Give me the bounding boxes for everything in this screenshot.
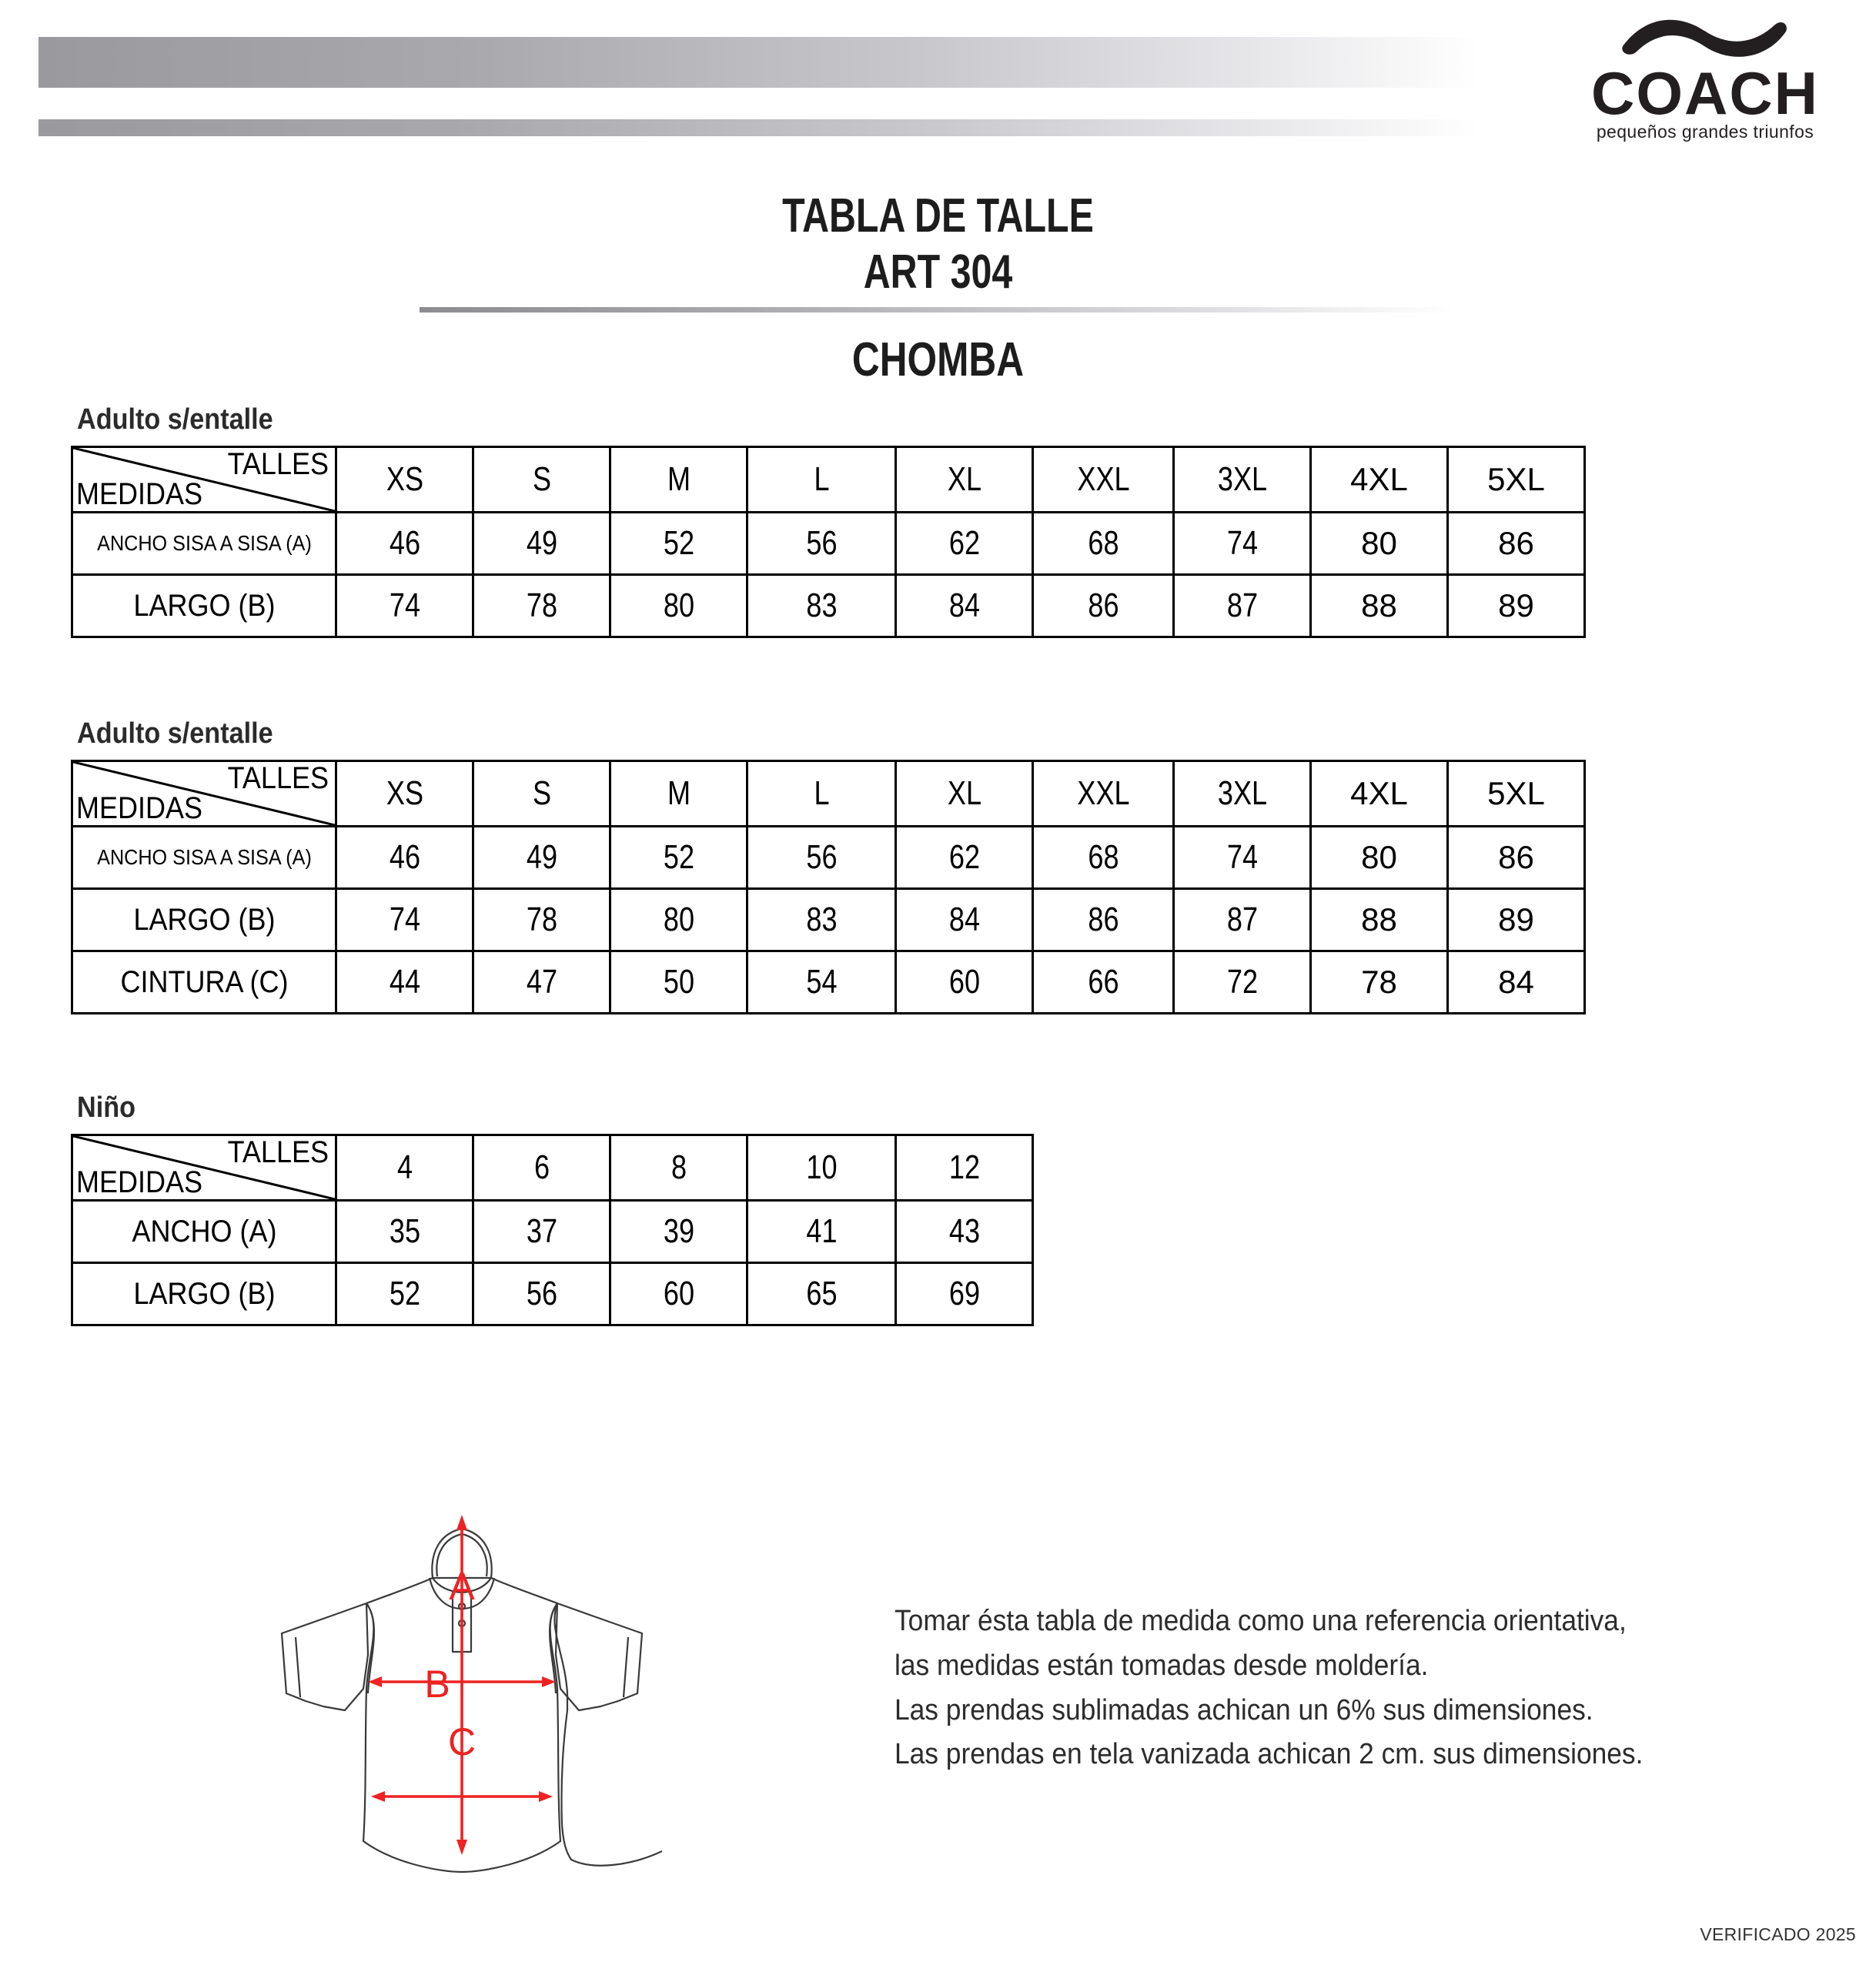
cell-value: 86 xyxy=(1448,827,1585,889)
cell-value: 89 xyxy=(1448,889,1585,951)
table-header-row xyxy=(72,1135,1033,1201)
note-line: las medidas están tomadas desde moldería. xyxy=(895,1649,1429,1682)
corner-label-medidas: MEDIDAS xyxy=(76,1165,203,1199)
cell-value: 47 xyxy=(486,951,598,1014)
cell-value: 80 xyxy=(1311,513,1448,575)
section-adulto-1 xyxy=(71,403,1586,638)
size-header-l: L xyxy=(761,447,882,513)
table-header-row xyxy=(72,447,1585,513)
cell-value: 49 xyxy=(486,513,598,575)
row-label-largo: LARGO (B) xyxy=(85,1263,323,1325)
size-header-3xl: 3XL xyxy=(1186,447,1299,513)
section-nino xyxy=(71,1091,1034,1326)
cell-value: 52 xyxy=(349,1263,461,1325)
table-header-row xyxy=(72,761,1585,827)
size-header-4: 4 xyxy=(349,1135,461,1201)
size-header-10: 10 xyxy=(761,1135,882,1201)
corner-label-medidas: MEDIDAS xyxy=(76,791,203,825)
polo-shirt-outline-icon xyxy=(231,1462,693,1924)
cell-value: 80 xyxy=(623,575,735,637)
size-header-4xl: 4XL xyxy=(1311,761,1448,827)
size-header-s: S xyxy=(486,447,598,513)
row-label-ancho-sisa: ANCHO SISA A SISA (A) xyxy=(85,513,323,575)
title-divider xyxy=(420,307,1455,313)
cell-value: 80 xyxy=(1311,827,1448,889)
size-header-l: L xyxy=(761,761,882,827)
garment-title: CHOMBA xyxy=(851,333,1025,386)
corner-label-talles: TALLES xyxy=(227,1135,329,1169)
cell-value: 83 xyxy=(761,889,882,951)
cell-value: 72 xyxy=(1186,951,1299,1014)
size-header-6: 6 xyxy=(486,1135,598,1201)
cell-value: 46 xyxy=(349,827,461,889)
row-label-largo: LARGO (B) xyxy=(85,575,323,637)
cell-value: 56 xyxy=(761,827,882,889)
size-header-xl: XL xyxy=(908,761,1021,827)
size-header-m: M xyxy=(623,761,735,827)
size-header-xs: XS xyxy=(349,447,461,513)
cell-value: 41 xyxy=(761,1201,882,1263)
cell-value: 60 xyxy=(908,951,1021,1014)
size-header-xxl: XXL xyxy=(1045,761,1161,827)
cell-value: 43 xyxy=(908,1201,1021,1263)
wave-swoosh-icon xyxy=(1617,11,1794,63)
cell-value: 74 xyxy=(1186,513,1299,575)
cell-value: 78 xyxy=(1311,951,1448,1014)
corner-label-talles: TALLES xyxy=(227,761,329,795)
cell-value: 89 xyxy=(1448,575,1585,637)
page-title: TABLA DE TALLE xyxy=(782,189,1094,242)
table-row xyxy=(72,1263,1033,1325)
cell-value: 68 xyxy=(1045,827,1161,889)
table-row xyxy=(72,827,1585,889)
section-adulto-2 xyxy=(71,717,1586,1014)
cell-value: 78 xyxy=(486,889,598,951)
cell-value: 88 xyxy=(1311,889,1448,951)
cell-value: 49 xyxy=(486,827,598,889)
table-row xyxy=(72,513,1585,575)
table-row xyxy=(72,889,1585,951)
section-label-adulto-2: Adulto s/entalle xyxy=(77,717,273,750)
measure-label-c: C xyxy=(447,1720,477,1763)
cell-value: 37 xyxy=(486,1201,598,1263)
size-header-12: 12 xyxy=(908,1135,1021,1201)
garment-diagram xyxy=(231,1462,693,1924)
table-row xyxy=(72,575,1585,637)
cell-value: 87 xyxy=(1186,575,1299,637)
cell-value: 66 xyxy=(1045,951,1161,1014)
corner-label-talles: TALLES xyxy=(227,447,329,481)
section-label-nino: Niño xyxy=(77,1091,135,1124)
size-header-xxl: XXL xyxy=(1045,447,1161,513)
measure-label-b: B xyxy=(424,1663,450,1706)
size-header-8: 8 xyxy=(623,1135,735,1201)
page-title-block xyxy=(0,188,1876,300)
size-header-3xl: 3XL xyxy=(1186,761,1299,827)
cell-value: 52 xyxy=(623,827,735,889)
cell-value: 84 xyxy=(908,889,1021,951)
cell-value: 83 xyxy=(761,575,882,637)
note-line: Las prendas en tela vanizada achican 2 cm. sus dimensiones. xyxy=(895,1738,1644,1771)
cell-value: 54 xyxy=(761,951,882,1014)
cell-value: 62 xyxy=(908,827,1021,889)
cell-value: 74 xyxy=(1186,827,1299,889)
size-header-4xl: 4XL xyxy=(1311,447,1448,513)
logo-wordmark: COACH xyxy=(1591,59,1819,127)
note-line: Tomar ésta tabla de medida como una referencia orientativa, xyxy=(895,1605,1627,1637)
measure-label-a: A xyxy=(449,1565,475,1608)
cell-value: 86 xyxy=(1045,575,1161,637)
size-table-adulto-1 xyxy=(71,446,1586,638)
cell-value: 86 xyxy=(1045,889,1161,951)
cell-value: 88 xyxy=(1311,575,1448,637)
corner-header-cell xyxy=(72,1135,336,1201)
size-header-xl: XL xyxy=(908,447,1021,513)
cell-value: 65 xyxy=(761,1263,882,1325)
cell-value: 68 xyxy=(1045,513,1161,575)
cell-value: 52 xyxy=(623,513,735,575)
cell-value: 69 xyxy=(908,1263,1021,1325)
size-header-5xl: 5XL xyxy=(1448,447,1585,513)
cell-value: 50 xyxy=(623,951,735,1014)
cell-value: 62 xyxy=(908,513,1021,575)
row-label-cintura: CINTURA (C) xyxy=(85,951,323,1014)
cell-value: 78 xyxy=(486,575,598,637)
cell-value: 84 xyxy=(908,575,1021,637)
table-row xyxy=(72,951,1585,1014)
row-label-ancho-sisa: ANCHO SISA A SISA (A) xyxy=(85,827,323,889)
note-line: Las prendas sublimadas achican un 6% sus dimensiones. xyxy=(895,1693,1593,1726)
corner-header-cell xyxy=(72,761,336,827)
cell-value: 60 xyxy=(623,1263,735,1325)
logo-tagline: pequeños grandes triunfos xyxy=(1596,122,1814,142)
row-label-largo: LARGO (B) xyxy=(85,889,323,951)
corner-header-cell xyxy=(72,447,336,513)
cell-value: 56 xyxy=(486,1263,598,1325)
table-row xyxy=(72,1201,1033,1263)
header-gradient-bar-thick xyxy=(38,37,1478,88)
cell-value: 84 xyxy=(1448,951,1585,1014)
size-header-xs: XS xyxy=(349,761,461,827)
corner-label-medidas: MEDIDAS xyxy=(76,477,203,511)
verified-footer: VERIFICADO 2025 xyxy=(1700,1924,1856,1944)
article-number: ART 304 xyxy=(863,246,1013,299)
cell-value: 74 xyxy=(349,889,461,951)
cell-value: 39 xyxy=(623,1201,735,1263)
header-gradient-bar-thin xyxy=(38,119,1478,136)
cell-value: 44 xyxy=(349,951,461,1014)
row-label-ancho: ANCHO (A) xyxy=(85,1201,323,1263)
size-table-adulto-2 xyxy=(71,760,1586,1014)
cell-value: 56 xyxy=(761,513,882,575)
section-label-adulto-1: Adulto s/entalle xyxy=(77,403,273,436)
size-header-5xl: 5XL xyxy=(1448,761,1585,827)
brand-logo xyxy=(1551,11,1859,141)
size-table-nino xyxy=(71,1134,1034,1326)
cell-value: 87 xyxy=(1186,889,1299,951)
cell-value: 46 xyxy=(349,513,461,575)
size-header-m: M xyxy=(623,447,735,513)
cell-value: 74 xyxy=(349,575,461,637)
cell-value: 80 xyxy=(623,889,735,951)
size-header-s: S xyxy=(486,761,598,827)
cell-value: 35 xyxy=(349,1201,461,1263)
notes-block xyxy=(895,1599,1754,1777)
cell-value: 86 xyxy=(1448,513,1585,575)
